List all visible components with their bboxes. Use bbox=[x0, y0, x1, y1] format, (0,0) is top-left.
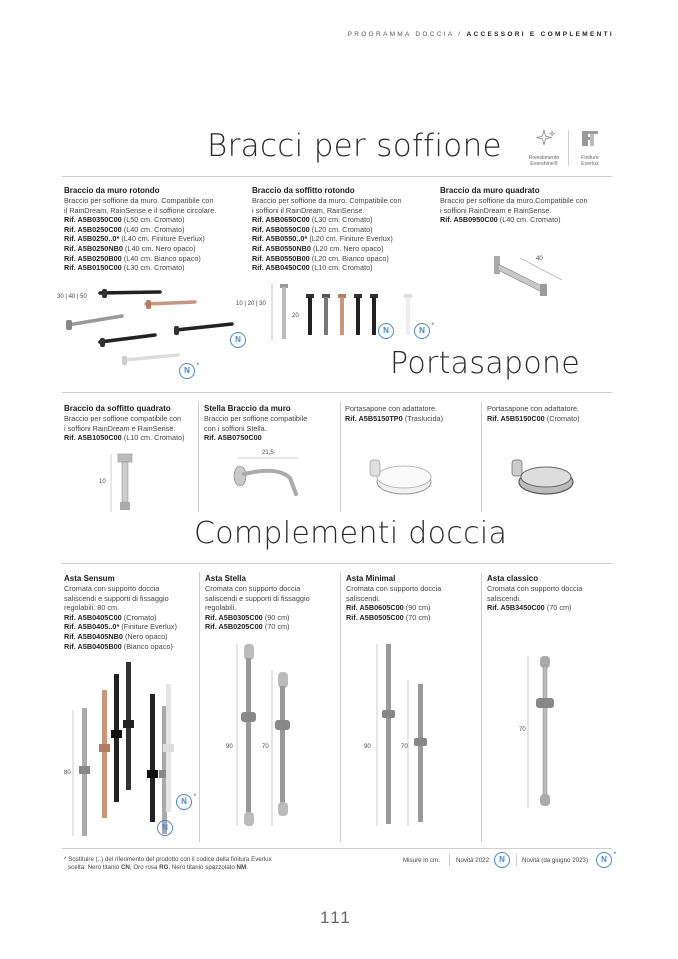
dimension-label: 40 bbox=[536, 256, 543, 262]
ceiling-square-arm-image bbox=[108, 452, 138, 514]
product-desc: saliscendi. bbox=[487, 593, 522, 603]
everlux-finish-icon bbox=[574, 128, 606, 167]
product-braccio-muro-quadrato bbox=[440, 186, 615, 225]
product-braccio-soffitto-rotondo bbox=[252, 186, 432, 273]
header-separator: / bbox=[458, 31, 463, 38]
product-ref: Rif. A5B0550C00 (L20 cm. Cromato) bbox=[252, 224, 373, 234]
product-desc: Cromata con supporto doccia bbox=[64, 584, 160, 593]
product-asta-minimal bbox=[346, 574, 481, 622]
product-ref: Rif. A5B0405C00 (Cromato) bbox=[64, 612, 157, 622]
product-title: Braccio da soffitto rotondo bbox=[252, 186, 355, 195]
product-ref: Rif. A5B5150C00 (Cromato) bbox=[487, 413, 580, 423]
divider bbox=[481, 402, 482, 512]
divider bbox=[340, 572, 341, 842]
divider bbox=[481, 572, 482, 842]
product-desc: i soffioni RainDream e RainSense. bbox=[440, 205, 552, 215]
product-desc: regolabili. bbox=[205, 603, 237, 613]
section-rule bbox=[62, 176, 612, 177]
product-desc: Braccio per soffione compatibile bbox=[204, 414, 308, 423]
product-asta-stella bbox=[205, 574, 340, 632]
product-ref: Rif. A5B0550NB0 (L20 cm. Nero opaco) bbox=[252, 243, 384, 253]
dimension-label: 10 | 20 | 30 bbox=[236, 301, 266, 307]
measures-label: Misure in cm. bbox=[403, 857, 440, 864]
product-title: Braccio da muro rotondo bbox=[64, 186, 160, 195]
product-desc: saliscendi e supporti di fissaggio bbox=[64, 593, 169, 603]
divider bbox=[449, 854, 450, 866]
page-header bbox=[348, 31, 614, 38]
divider bbox=[199, 572, 200, 842]
novita-2022-badge: N bbox=[230, 332, 246, 348]
product-braccio-soffitto-quadrato bbox=[64, 404, 204, 443]
product-ref: Rif. A5B0205C00 (70 cm) bbox=[205, 622, 290, 632]
finish-icon-label: Finiture bbox=[581, 155, 599, 161]
product-asta-classico bbox=[487, 574, 617, 613]
product-ref: Rif. A5B0350C00 (L50 cm. Cromato) bbox=[64, 215, 185, 225]
divider bbox=[198, 402, 199, 512]
product-ref: Rif. A5B1050C00 (L10 cm. Cromato) bbox=[64, 433, 185, 443]
novita-2023-badge: N * bbox=[596, 852, 612, 868]
product-desc: saliscendi. bbox=[346, 593, 381, 603]
product-desc: regolabili. 80 cm. bbox=[64, 603, 120, 613]
finish-icon-label: Evershine® bbox=[530, 161, 558, 167]
section-rule bbox=[62, 563, 612, 564]
product-asta-sensum bbox=[64, 574, 204, 651]
round-wall-arms-image bbox=[60, 280, 250, 380]
dimension-label: 70 bbox=[401, 744, 408, 750]
dimension-label: 90 bbox=[226, 744, 233, 750]
asta-minimal-rails-image bbox=[374, 640, 444, 830]
section-title-bracci: Bracci per soffione bbox=[207, 128, 502, 164]
product-desc: Braccio per soffione compatibile con bbox=[64, 414, 182, 423]
product-ref: Rif. A5B0305C00 (90 cm) bbox=[205, 612, 290, 622]
product-desc: il RainDream, RainSense e il soffione circolare. bbox=[64, 205, 217, 215]
novita-2023-badge: N * bbox=[179, 363, 195, 379]
product-ref: Rif. A5B0405NB0 (Nero opaco) bbox=[64, 631, 168, 641]
product-desc: Braccio per soffione da muro. Compatibile con bbox=[64, 196, 214, 205]
product-title: Asta Stella bbox=[205, 574, 246, 583]
product-ref: Rif. A5B0250..0* (L40 cm. Finiture Everlux) bbox=[64, 234, 205, 244]
section-rule bbox=[62, 392, 612, 393]
page-number: 111 bbox=[320, 908, 352, 927]
stella-arm-image bbox=[228, 456, 308, 506]
product-desc: Cromata con supporto doccia bbox=[487, 584, 583, 593]
dimension-label: 30 | 40 | 50 bbox=[57, 294, 87, 300]
product-ref: Rif. A5B0450C00 (L10 cm. Cromato) bbox=[252, 263, 373, 273]
product-ref: Rif. A5B0250NB0 (L40 cm. Nero opaco) bbox=[64, 243, 196, 253]
product-ref: Rif. A5B0650C00 (L30 cm. Cromato) bbox=[252, 215, 373, 225]
product-ref: Rif. A5B0250C00 (L40 cm. Cromato) bbox=[64, 224, 185, 234]
soap-holder-translucent-image bbox=[366, 452, 436, 498]
product-desc: saliscendi e supporti di fissaggio bbox=[205, 593, 310, 603]
product-title: Stella Braccio da muro bbox=[204, 404, 291, 413]
novita-2023-badge: N * bbox=[176, 794, 192, 810]
dimension-label: 70 bbox=[262, 744, 269, 750]
novita-2022-badge: N bbox=[494, 852, 510, 868]
product-braccio-muro-rotondo bbox=[64, 186, 244, 273]
dimension-label: 21,5 bbox=[262, 450, 274, 456]
finish-icon-label: Rivestimento bbox=[528, 155, 560, 161]
asta-stella-rails-image bbox=[234, 640, 304, 830]
product-title: Asta classico bbox=[487, 574, 539, 583]
product-ref: Rif. A5B0505C00 (70 cm) bbox=[346, 612, 431, 622]
square-wall-arm-image bbox=[490, 250, 570, 310]
product-ref: Rif. A5B0250B00 (L40 cm. Bianco opaco) bbox=[64, 253, 201, 263]
asta-sensum-rails-image bbox=[70, 660, 190, 840]
section-title-portasapone: Portasapone bbox=[390, 346, 581, 381]
dimension-label: 70 bbox=[519, 727, 526, 733]
product-title: Braccio da soffitto quadrato bbox=[64, 404, 171, 413]
dimension-label: 20 bbox=[292, 313, 299, 319]
product-desc: Portasapone con adattatore. bbox=[487, 404, 580, 413]
product-title: Asta Sensum bbox=[64, 574, 115, 583]
product-desc: i soffioni il RainDream, RainSense. bbox=[252, 205, 365, 215]
novita-2022-badge: N bbox=[378, 323, 394, 339]
product-portasapone-cromato bbox=[487, 404, 617, 423]
divider bbox=[340, 402, 341, 512]
product-desc: Portasapone con adattatore. bbox=[345, 404, 438, 413]
product-desc: Cromata con supporto doccia bbox=[346, 584, 442, 593]
product-ref: Rif. A5B5150TP0 (Traslucida) bbox=[345, 413, 444, 423]
product-desc: con i soffioni Stella. bbox=[204, 423, 267, 433]
product-stella-braccio bbox=[204, 404, 344, 443]
product-desc: Braccio per soffione da muro.Compatibile con bbox=[440, 196, 588, 205]
dimension-label: 80 bbox=[64, 770, 71, 776]
product-ref: Rif. A5B0150C00 (L30 cm. Cromato) bbox=[64, 263, 185, 273]
product-ref: Rif. A5B0405..0* (Finiture Everlux) bbox=[64, 622, 177, 632]
novita-2023-badge: N * bbox=[414, 323, 430, 339]
footer-note-line: scelta: Nero titanio CN, Oro rosa RG, Nero titanio spazzolato NM. bbox=[68, 864, 248, 871]
evershine-finish-icon bbox=[524, 128, 564, 167]
novita-2022-label: Novità 2022 bbox=[456, 857, 490, 864]
product-portasapone-traslucida bbox=[345, 404, 480, 423]
divider bbox=[568, 130, 569, 166]
section-title-complementi: Complementi doccia bbox=[194, 516, 508, 551]
product-ref: Rif. A5B0550..0* (L20 cm. Finiture Everlux) bbox=[252, 234, 393, 244]
ff-logo-icon bbox=[574, 128, 606, 150]
product-ref: Rif. A5B3450C00 (70 cm) bbox=[487, 603, 572, 613]
ceiling-round-arms-image bbox=[270, 282, 420, 342]
product-title: Braccio da muro quadrato bbox=[440, 186, 540, 195]
finish-icon-label: Everlux bbox=[581, 161, 599, 167]
product-desc: Braccio per soffione da muro. Compatibile con bbox=[252, 196, 402, 205]
footer-rule bbox=[62, 848, 612, 849]
dimension-label: 90 bbox=[364, 744, 371, 750]
dimension-label: 10 bbox=[99, 479, 106, 485]
product-ref: Rif. A5B0550B00 (L20 cm. Bianco opaco) bbox=[252, 253, 389, 263]
header-section: PROGRAMMA DOCCIA bbox=[347, 31, 455, 38]
novita-2023-label: Novità (da giugno 2023) bbox=[522, 857, 589, 864]
asta-classico-rail-image bbox=[526, 652, 566, 812]
footer-note-line: * Sostituire (..) del riferimento del prodotto con il codice della finitura Everlux bbox=[64, 856, 272, 863]
product-ref: Rif. A5B0750C00 bbox=[204, 433, 262, 443]
product-desc: i soffioni RainDream e RainSense. bbox=[64, 423, 176, 433]
soap-holder-chrome-image bbox=[508, 452, 578, 498]
product-ref: Rif. A5B0405B00 (Bianco opaco) bbox=[64, 641, 173, 651]
footer-note bbox=[64, 856, 354, 872]
product-ref: Rif. A5B0950C00 (L40 cm. Cromato) bbox=[440, 215, 561, 225]
product-ref: Rif. A5B0605C00 (90 cm) bbox=[346, 603, 431, 613]
novita-2022-badge: N bbox=[157, 820, 173, 836]
header-subsection: ACCESSORI E COMPLEMENTI bbox=[466, 31, 614, 38]
product-desc: Cromata con supporto doccia bbox=[205, 584, 301, 593]
divider bbox=[516, 854, 517, 866]
product-title: Asta Minimal bbox=[346, 574, 396, 583]
sparkle-icon bbox=[524, 128, 564, 150]
